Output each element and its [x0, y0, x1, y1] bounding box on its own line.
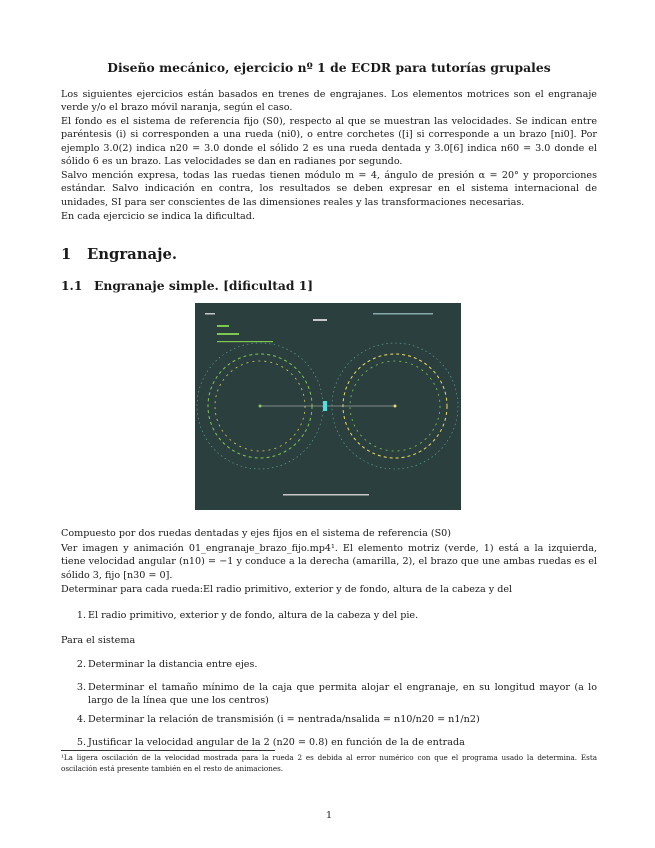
body-paragraph-3: Determinar para cada rueda:El radio primitivo, exterior y de fondo, altura de la cabeza y del — [61, 584, 513, 595]
list-item-number: 2. — [76, 659, 86, 670]
page-number: 1 — [325, 810, 333, 821]
intro-paragraph-1: Los siguientes ejercicios están basados en trenes de engrajanes. Los elementos motrices son el engranaje verde y/o el brazo móvil naranja, según el caso. — [61, 89, 597, 114]
body-paragraph-1: Compuesto por dos ruedas dentadas y ejes fijos en el sistema de referencia (S0) — [61, 528, 452, 539]
page-title: Diseño mecánico, ejercicio nº 1 de ECDR para tutorías grupales — [107, 60, 551, 75]
footnote: ¹La ligera oscilación de la velocidad mostrada para la rueda 2 es debida al error numérico con que el programa usado la determina. Esta oscilación está presente también en el resto de animaciones. — [61, 753, 597, 773]
list-item-text: Determinar la distancia entre ejes. — [88, 659, 258, 670]
intro-paragraph-4: En cada ejercicio se indica la dificultad. — [61, 211, 255, 222]
list-item-number: 3. — [76, 682, 86, 693]
intro-paragraph-2: El fondo es el sistema de referencia fijo (S0), respecto al que se muestran las velocidades. Se indican entre paréntesis (i) si corresponden a una rueda (ni0), o entre corchetes ([i] si corresponde a un brazo [ni0]. Por ejemplo 3.0(2) indica n20 = 3.0 donde el sólido 2 es una rueda dentada y 3.0[6] indica n60 = 3.0 donde el sólido 6 es un brazo. Las velocidades se dan en radianes por segundo. — [61, 116, 597, 168]
mesh-point-marker — [323, 401, 327, 411]
para-sistema: Para el sistema — [61, 635, 136, 646]
figure-header-specks — [205, 313, 433, 342]
footnote-rule — [61, 750, 275, 751]
list-item-text: Justificar la velocidad angular de la 2 (n20 = 0.8) en función de la de entrada — [88, 737, 465, 748]
list-item-number: 1. — [76, 610, 86, 621]
body-paragraph-2: Ver imagen y animación 01_engranaje_brazo_fijo.mp4¹. El elemento motriz (verde, 1) está a la izquierda, tiene velocidad angular (n10) = −1 y conduce a la derecha (amarilla, 2), el brazo que une ambas ruedas es el sólido 3, fijo [n30 = 0]. — [61, 543, 597, 581]
subsection-heading — [61, 278, 313, 293]
gear-figure — [195, 303, 461, 510]
section-number: 1 — [61, 246, 72, 263]
list-item-text: Determinar la relación de transmisión (i = nentrada/nsalida = n10/n20 = n1/n2) — [88, 714, 480, 725]
list-item-number: 5. — [76, 737, 86, 748]
section-title: Engranaje. — [87, 246, 178, 263]
intro-paragraph-3: Salvo mención expresa, todas las ruedas tienen módulo m = 4, ángulo de presión α = 20° y proporciones estándar. Salvo indicación en contra, los resultados se deben expresar en el sistema internacional de unidades, SI para ser conscientes de las dimensiones reales y las transformaciones necesarias. — [61, 170, 597, 208]
figure-footer-specks — [283, 494, 369, 496]
list-item-text: Determinar el tamaño mínimo de la caja que permita alojar el engranaje, en su longitud mayor (a lo largo de la línea que une los centros) — [88, 682, 597, 707]
subsection-title: Engranaje simple. [dificultad 1] — [94, 278, 314, 293]
subsection-number: 1.1 — [61, 278, 83, 293]
gear-figure-svg — [195, 303, 461, 510]
list-item-text: El radio primitivo, exterior y de fondo, altura de la cabeza y del pie. — [88, 610, 419, 621]
list-item-number: 4. — [76, 714, 86, 725]
section-heading — [61, 246, 177, 263]
